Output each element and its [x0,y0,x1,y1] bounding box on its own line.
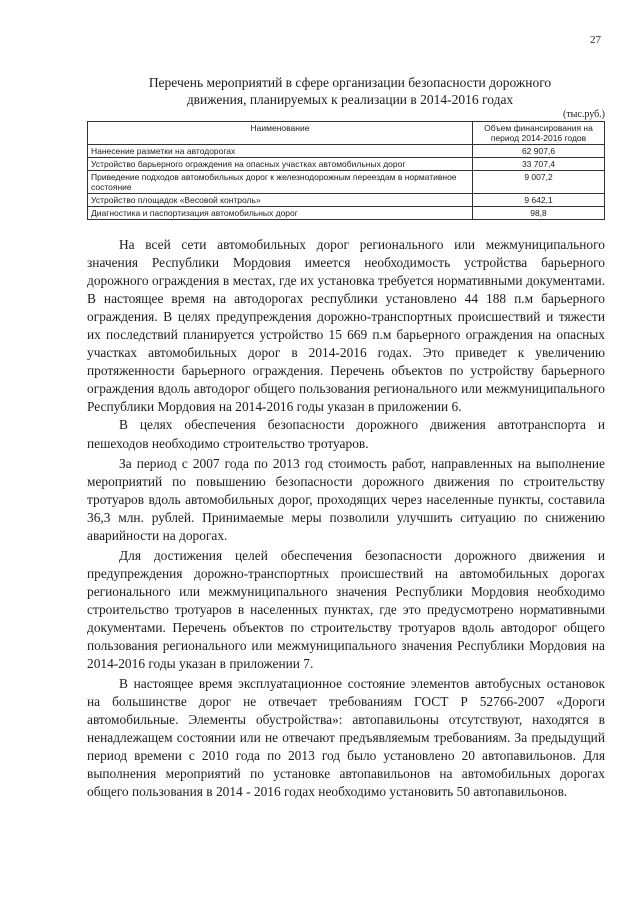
table-row [88,145,605,158]
budget-table [87,121,605,220]
paragraph: За период с 2007 года по 2013 год стоимость работ, направленных на выполнение мероприятий по повышению безопасности дорожного движения по строительству тротуаров вдоль автомобильных дорог, проходящих через населенные пункты, составила 36,3 млн. рублей. Принимаемые меры позволили улучшить ситуацию по снижению аварийности на дорогах. [87,455,605,543]
row-name: Приведение подходов автомобильных дорог к железнодорожным переездам в нормативное состояние [88,171,473,194]
row-name: Диагностика и паспортизация автомобильных дорог [88,207,473,220]
table-row [88,194,605,207]
table-row [88,171,605,194]
row-value: 33 707,4 [473,158,605,171]
title-line-1: Перечень мероприятий в сфере организации безопасности дорожного [148,75,552,90]
paragraph: Для достижения целей обеспечения безопасности дорожного движения и предупреждения дорожно-транспортных происшествий на автомобильных дорогах регионального или межмуниципального значения Республики Мордовия необходимо строительство тротуаров в населенных пунктах, где это предусмотрено нормативными документами. Перечень объектов по строительству тротуаров вдоль автодорог общего пользования регионального или межмуниципального значения Республики Мордовия на 2014-2016 годы указан в приложении 7. [87,547,605,672]
row-value: 9 642,1 [473,194,605,207]
row-name: Нанесение разметки на автодорогах [88,145,473,158]
table-row [88,207,605,220]
page-number: 27 [590,34,601,46]
paragraph: На всей сети автомобильных дорог регионального или межмуниципального значения Республики Мордовия имеется необходимость устройства барьерного дорожного ограждения в местах, где их установка требуется нормативными документами. В настоящее время на автодорогах республики установлено 44 188 п.м барьерного ограждения. В целях предупреждения дорожно-транспортных происшествий и тяжести их последствий планируется устройство 15 669 п.м барьерного ограждения на опасных участках автомобильных дорог в 2014-2016 годах. Это приведет к увеличению протяженности барьерного ограждения. Перечень объектов по устройству барьерного ограждения вдоль автодорог общего пользования регионального или межмуниципального Республики Мордовия на 2014-2016 годы указан в приложении 6. [87,237,605,415]
row-value: 62 907,6 [473,145,605,158]
row-name: Устройство площадок «Весовой контроль» [88,194,473,207]
row-value: 98,8 [473,207,605,220]
table-units: (тыс.руб.) [562,109,605,120]
document-title [110,74,590,108]
header-amount: Объем финансирования на период 2014-2016 годов [473,122,605,145]
title-line-2: движения, планируемых к реализации в 2014-2016 годах [186,92,514,107]
paragraph: В целях обеспечения безопасности дорожного движения автотранспорта и пешеходов необходимо строительство тротуаров. [87,417,605,451]
table-row [88,158,605,171]
paragraph: В настоящее время эксплуатационное состояние элементов автобусных остановок на большинстве дорог не отвечает требованиям ГОСТ Р 52766-2007 «Дороги автомобильные. Элементы обустройства»: автопавильоны отсутствуют, находятся в ненадлежащем состоянии или не отвечают предъявляемым требованиям. За предыдущий период времени с 2010 года по 2013 год было установлено 20 автопавильонов. Для выполнения мероприятий по установке автопавильонов на автомобильных дорогах общего пользования в 2014 - 2016 годах необходимо установить 50 автопавильонов. [87,676,605,800]
header-name: Наименование [88,122,473,145]
row-name: Устройство барьерного ограждения на опасных участках автомобильных дорог [88,158,473,171]
table-header-row [88,122,605,145]
row-value: 9 007,2 [473,171,605,194]
body-text [87,236,605,801]
